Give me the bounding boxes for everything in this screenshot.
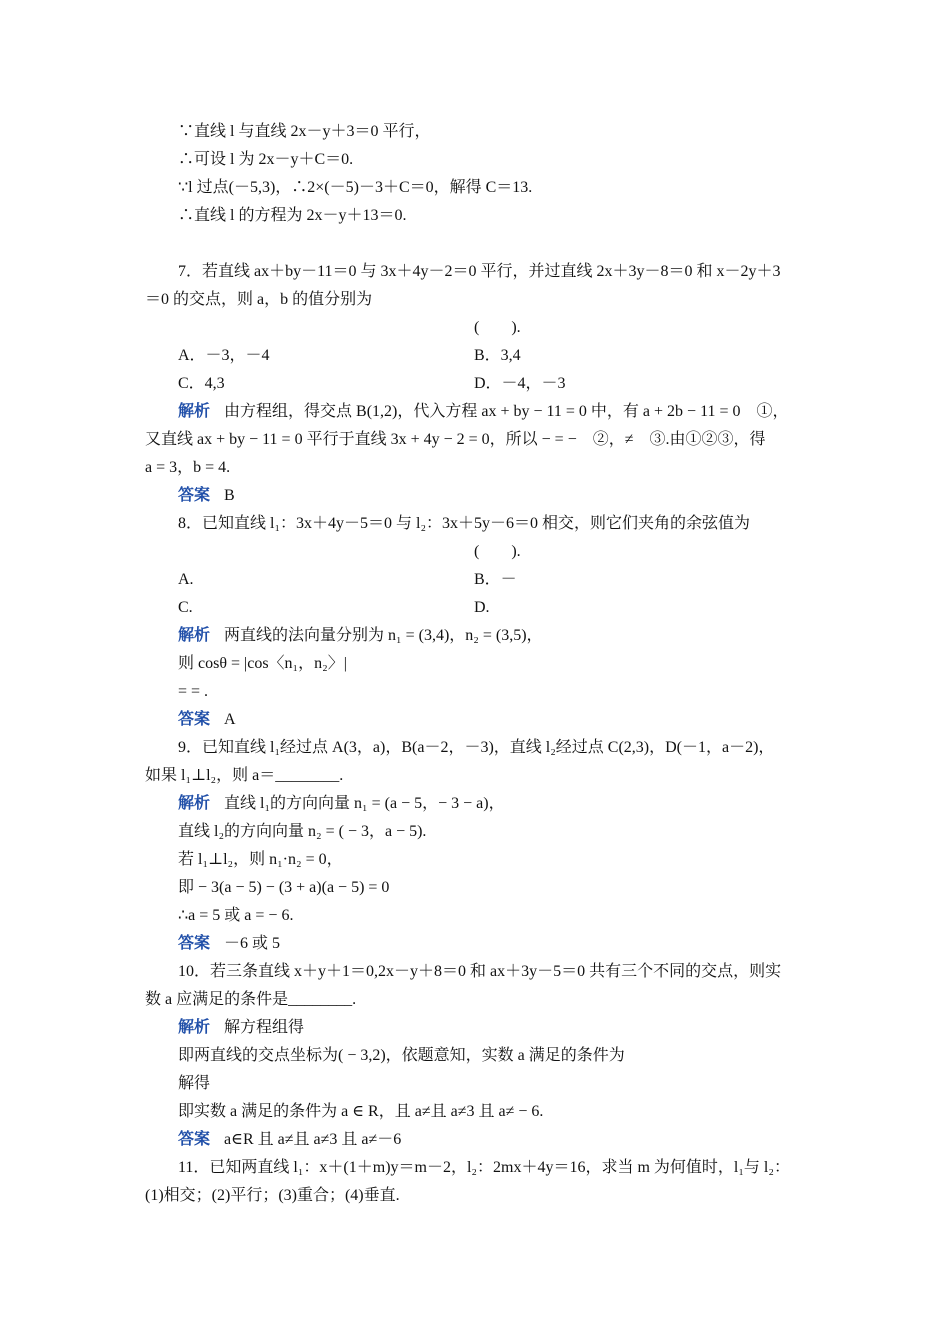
answer-label: 答案 [178,1131,211,1148]
question-7-stem: 7．若直线 ax＋by－11＝0 与 3x＋4y－2＝0 平行，并过直线 2x＋3y－8＝0 和 x－2y＋3 [178,263,781,280]
analysis-cont: 即两直线的交点坐标为( − 3,2)，依题意知，实数 a 满足的条件为 [178,1047,625,1064]
analysis-label: 解析 [178,627,211,644]
question-8-stem: 8．已知直线 l₁：3x＋4y－5＝0 与 l₂：3x＋5y－6＝0 相交，则它们夹角的余弦值为 [178,515,751,532]
text-line: ∴直线 l 的方程为 2x－y＋13＝0. [178,207,407,224]
analysis-text: 解方程组得 [224,1019,305,1036]
analysis-cont: 即实数 a 满足的条件为 a ∈ R，且 a≠且 a≠3 且 a≠ − 6. [178,1103,544,1120]
question-11-stem-cont: (1)相交；(2)平行；(3)重合；(4)垂直. [145,1187,400,1204]
analysis-cont: ∴a = 5 或 a = − 6. [178,907,294,924]
analysis-cont: 直线 l₂的方向向量 n₂ = ( − 3，a − 5). [178,823,427,840]
answer-text: A [224,711,236,728]
answer-label: 答案 [178,487,211,504]
analysis-line [178,626,543,646]
question-10-stem: 10．若三条直线 x＋y＋1＝0,2x－y＋8＝0 和 ax＋3y－5＝0 共有三个不同的交点，则实 [178,963,782,980]
answer-text: a∈R 且 a≠且 a≠3 且 a≠－6 [224,1131,402,1148]
analysis-cont: a = 3，b = 4. [145,459,231,476]
analysis-line [178,794,505,814]
analysis-line [178,402,789,422]
answer-line [178,710,236,730]
analysis-text: 直线 l₁的方向向量 n₁ = (a − 5，− 3 − a)， [224,795,505,812]
question-10-stem-cont: 数 a 应满足的条件是________. [145,991,357,1008]
option-a: A．－3，－4 [178,347,270,364]
analysis-cont: 又直线 ax + by − 11 = 0 平行于直线 3x + 4y − 2 = 0，所以 − = − ②，≠ ③.由①②③，得 [145,431,766,448]
option-d: D．－4，－3 [474,375,566,392]
answer-text: －6 或 5 [224,935,281,952]
question-9-stem: 9．已知直线 l₁经过点 A(3，a)，B(a－2，－3)，直线 l₂经过点 C(2,3)，D(－1，a－2)， [178,739,775,756]
answer-line [178,934,280,954]
option-c: C. [178,599,193,616]
option-b: B．3,4 [474,347,521,364]
answer-label: 答案 [178,711,211,728]
analysis-text: 由方程组，得交点 B(1,2)，代入方程 ax + by − 11 = 0 中，有 a + 2b − 11 = 0 ①， [224,403,789,420]
analysis-cont: = = . [178,683,209,700]
analysis-line [178,1018,304,1038]
option-c: C．4,3 [178,375,225,392]
answer-blank: ( ). [474,543,521,560]
text-line: ∵l 过点(－5,3)，∴2×(－5)－3＋C＝0，解得 C＝13. [178,179,533,196]
answer-blank: ( ). [474,319,521,336]
analysis-cont: 即 − 3(a − 5) − (3 + a)(a − 5) = 0 [178,879,390,896]
analysis-text: 两直线的法向量分别为 n₁ = (3,4)，n₂ = (3,5)， [224,627,543,644]
analysis-label: 解析 [178,403,211,420]
option-a: A. [178,571,194,588]
answer-label: 答案 [178,935,211,952]
text-line: ∵直线 l 与直线 2x－y＋3＝0 平行， [178,123,431,140]
answer-text: B [224,487,235,504]
answer-line [178,486,235,506]
analysis-label: 解析 [178,1019,211,1036]
text-line: ∴可设 l 为 2x－y＋C＝0. [178,151,354,168]
option-b: B．－ [474,571,517,588]
option-d: D. [474,599,490,616]
question-9-stem-cont: 如果 l₁⊥l₂，则 a＝________. [145,767,344,784]
analysis-cont: 解得 [178,1075,211,1092]
answer-line [178,1130,401,1150]
question-7-stem-cont: ＝0 的交点，则 a，b 的值分别为 [145,291,373,308]
question-11-stem: 11．已知两直线 l₁：x＋(1＋m)y＝m－2，l₂：2mx＋4y＝16，求当 m 为何值时，l₁与 l₂： [178,1159,790,1176]
analysis-cont: 若 l₁⊥l₂，则 n₁·n₂ = 0， [178,851,343,868]
analysis-cont: 则 cosθ = |cos〈n₁，n₂〉| [178,655,347,672]
analysis-label: 解析 [178,795,211,812]
